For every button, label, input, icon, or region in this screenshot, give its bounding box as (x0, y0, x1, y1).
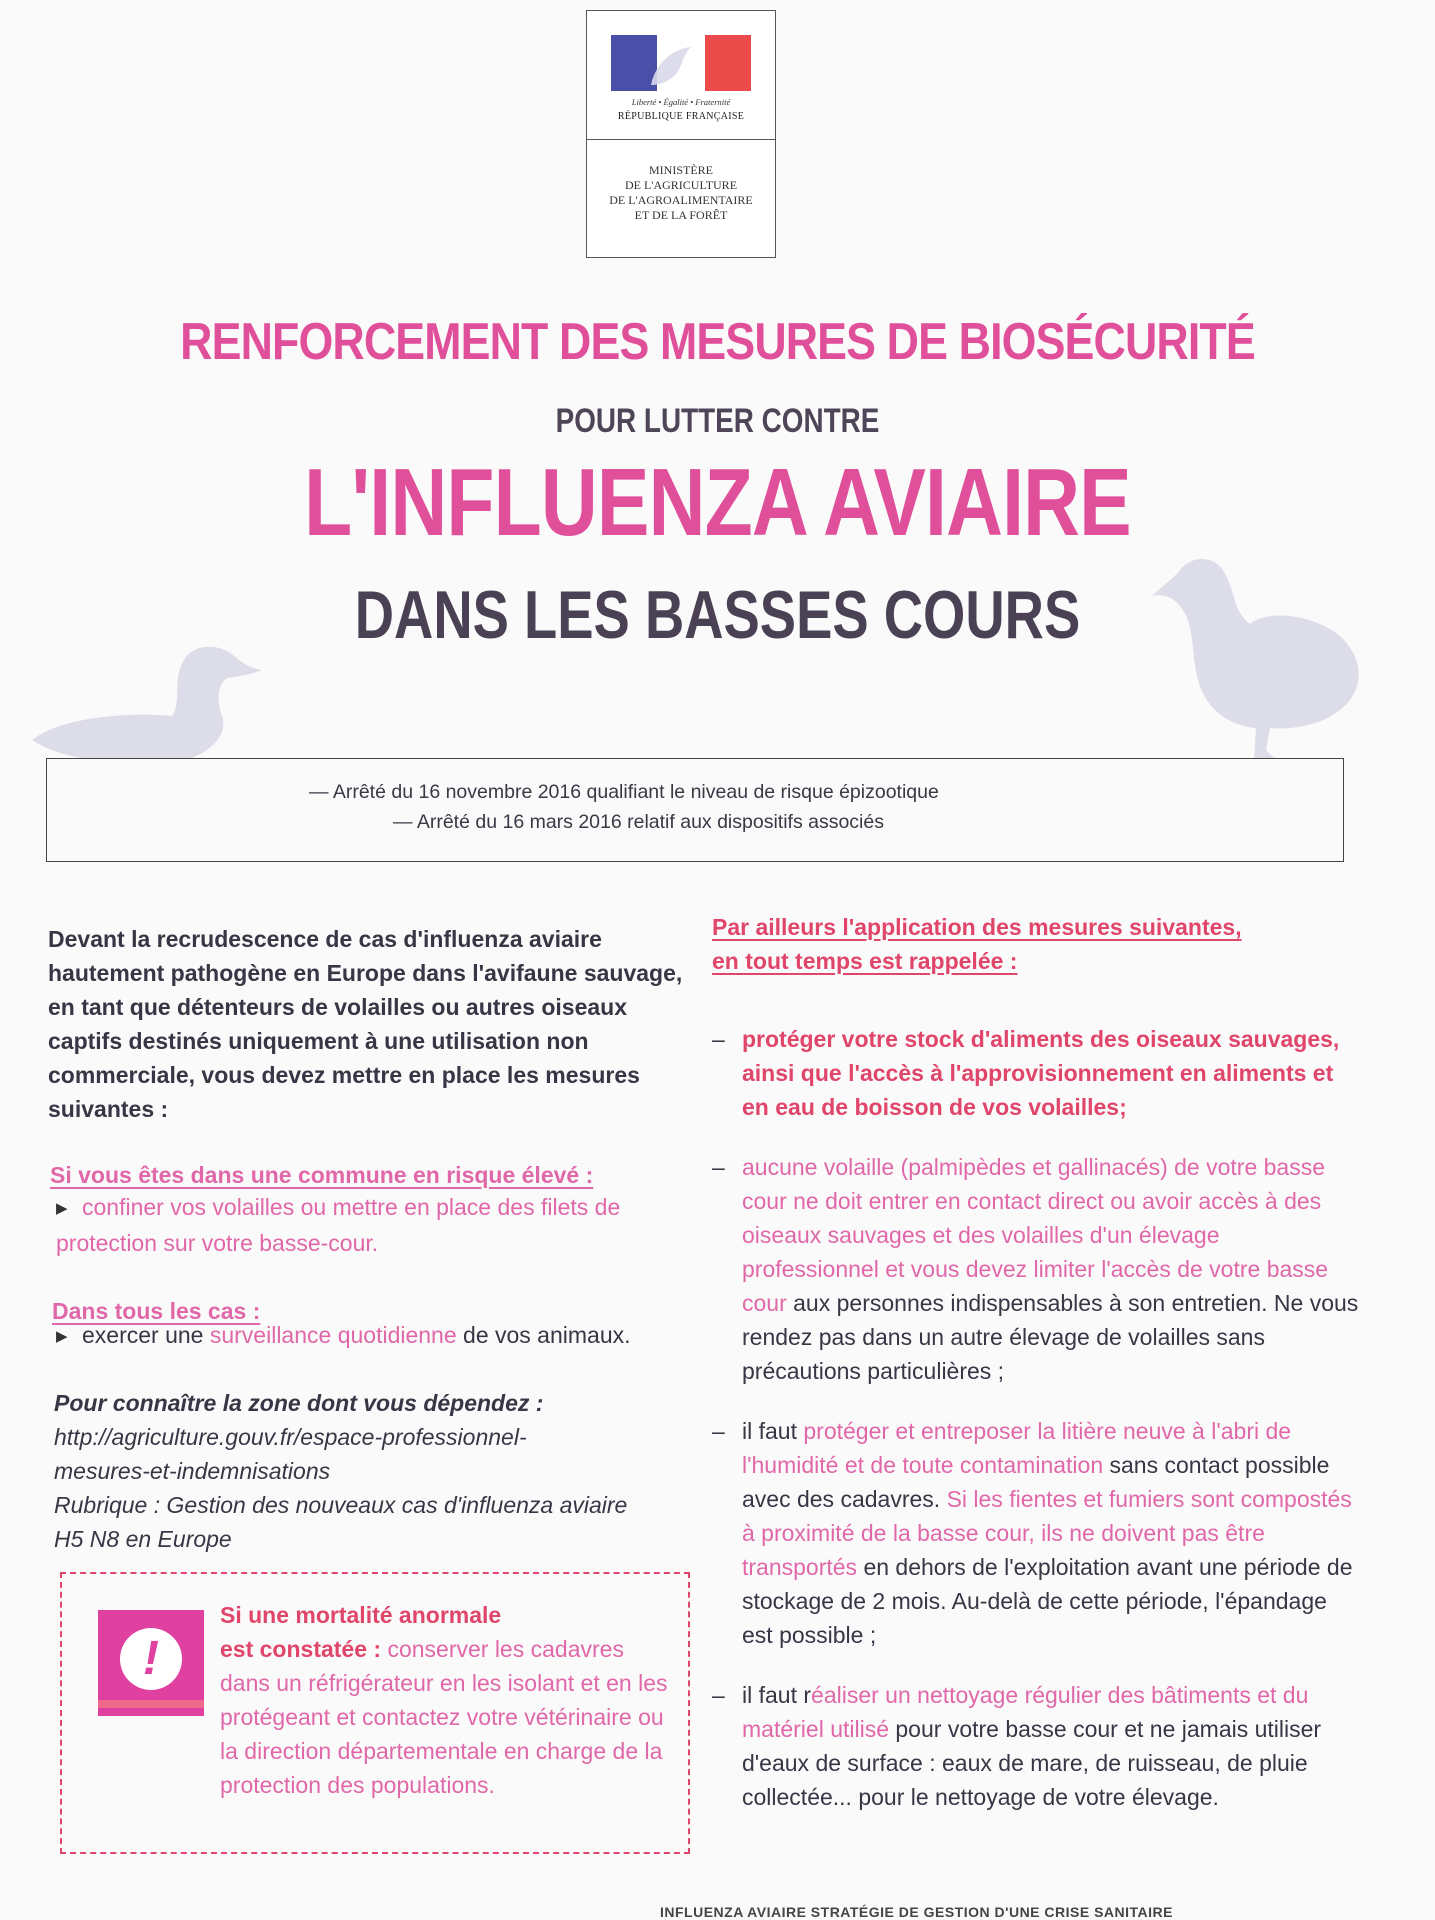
zone-info (54, 1386, 694, 1556)
triangle-bullet-icon: ▶ (56, 1328, 68, 1345)
measure-text: protéger votre stock d'aliments des oiseaux sauvages, ainsi que l'accès à l'approvisionnement en aliments et en eau de boisson de vos volailles; (742, 1026, 1340, 1120)
measure-text: il faut (742, 1418, 804, 1444)
measure-text: Si les fientes et fumiers sont compostés à proximité de la basse cour, ils ne doivent pas être transportés (742, 1486, 1352, 1580)
measure-text: aux personnes indispensables à son entretien. Ne vous rendez pas dans un autre élevage de volailles sans précautions particulières ; (742, 1290, 1359, 1384)
zone-rubrique-line: Rubrique : Gestion des nouveaux cas d'influenza aviaire (54, 1492, 628, 1518)
triangle-bullet-icon: ▶ (56, 1200, 68, 1217)
ministry-line: DE L'AGRICULTURE (624, 178, 738, 192)
alert-heading: Si une mortalité anormale (220, 1602, 502, 1628)
dash-bullet: – (712, 1418, 725, 1444)
measure-item (712, 1414, 1362, 1652)
republic-label: RÉPUBLIQUE FRANÇAISE (617, 111, 745, 122)
mortality-alert-box (60, 1572, 690, 1854)
high-risk-item (56, 1190, 696, 1260)
marianne-flag-logo (611, 35, 751, 91)
measure-text: il faut r (742, 1682, 812, 1708)
title-line-3: L'INFLUENZA AVIAIRE (304, 449, 1131, 556)
alert-heading: est constatée : (220, 1636, 382, 1662)
alert-badge (98, 1610, 204, 1716)
right-heading: Par ailleurs l'application des mesures suivantes, (712, 914, 1242, 940)
all-cases-item (56, 1318, 696, 1354)
measure-text: sans contact possible avec des cadavres. (742, 1452, 1330, 1512)
measure-item (712, 1678, 1362, 1814)
dash-bullet: – (712, 1154, 725, 1180)
ministry-emblem (586, 10, 776, 258)
arrete-line: — Arrêté du 16 novembre 2016 qualifiant le niveau de risque épizootique (309, 781, 939, 803)
title-line-1: RENFORCEMENT DES MESURES DE BIOSÉCURITÉ (180, 313, 1255, 371)
arretes-box (46, 758, 1344, 862)
measure-text: protéger et entreposer la litière neuve à l'abri de l'humidité et de toute contamination (742, 1418, 1292, 1478)
all-cases-text-c: de vos animaux. (456, 1322, 631, 1348)
ministry-line: DE L'AGROALIMENTAIRE (609, 193, 753, 207)
right-heading: en tout temps est rappelée : (712, 948, 1018, 974)
ministry-line: MINISTÈRE (649, 163, 713, 177)
motto: Liberté • Égalité • Fraternité (631, 97, 731, 107)
arrete-line: — Arrêté du 16 mars 2016 relatif aux dispositifs associés (393, 811, 884, 833)
zone-rubrique-line: H5 N8 en Europe (54, 1526, 232, 1552)
emblem-divider (587, 139, 775, 140)
right-column (712, 910, 1362, 1814)
exclamation-icon: ! (120, 1628, 182, 1690)
duck-silhouette-icon (22, 620, 262, 780)
ministry-name (587, 163, 775, 223)
zone-url-line: http://agriculture.gouv.fr/espace-professionnel- (54, 1424, 527, 1450)
all-cases-heading: Dans tous les cas : (52, 1298, 261, 1324)
dash-bullet: – (712, 1026, 725, 1052)
all-cases-text-a: exercer une (82, 1322, 210, 1348)
dash-bullet: – (712, 1682, 725, 1708)
title-line-2: POUR LUTTER CONTRE (555, 402, 880, 440)
title-line-4: DANS LES BASSES COURS (354, 577, 1081, 653)
high-risk-heading: Si vous êtes dans une commune en risque élevé : (50, 1162, 594, 1188)
measure-item (712, 1150, 1362, 1388)
zone-heading: Pour connaître la zone dont vous dépendez : (54, 1390, 544, 1416)
measure-item (712, 1022, 1362, 1124)
hen-silhouette-icon (1140, 550, 1370, 760)
alert-text (220, 1598, 670, 1802)
measure-text: éaliser un nettoyage régulier des bâtiments et du matériel utilisé (742, 1682, 1309, 1742)
all-cases-highlight: surveillance quotidienne (209, 1322, 457, 1348)
alert-badge-bar (98, 1700, 204, 1708)
alert-body: conserver les cadavres dans un réfrigérateur en les isolant et en les protégeant et contactez votre vétérinaire ou la direction départementale en charge de la protection des populations. (220, 1636, 668, 1798)
footer-text: INFLUENZA AVIAIRE STRATÉGIE DE GESTION D'UNE CRISE SANITAIRE (660, 1904, 1173, 1920)
measure-text: en dehors de l'exploitation avant une période de stockage de 2 mois. Au-delà de cette période, l'épandage est possible ; (742, 1554, 1353, 1648)
high-risk-text: confiner vos volailles ou mettre en place des filets de protection sur votre basse-cour. (56, 1194, 621, 1256)
ministry-line: ET DE LA FORÊT (634, 208, 728, 222)
measure-text: pour votre basse cour et ne jamais utiliser d'eaux de surface : eaux de mare, de ruisseau, de pluie collectée... pour le nettoyage de votre élevage. (742, 1716, 1322, 1810)
zone-url-line: mesures-et-indemnisations (54, 1458, 331, 1484)
measure-text: aucune volaille (palmipèdes et gallinacés) de votre basse cour ne doit entrer en contact direct ou avoir accès à des oiseaux sauvages et des volailles d'un élevage professionnel et vous devez limiter l'accès de votre basse cour (742, 1154, 1329, 1316)
intro-paragraph: Devant la recrudescence de cas d'influenza aviaire hautement pathogène en Europe dans l'avifaune sauvage, en tant que détenteurs de volailles ou autres oiseaux captifs destinés uniquement à une utilisation non commerciale, vous devez mettre en place les mesures suivantes : (48, 926, 683, 1122)
